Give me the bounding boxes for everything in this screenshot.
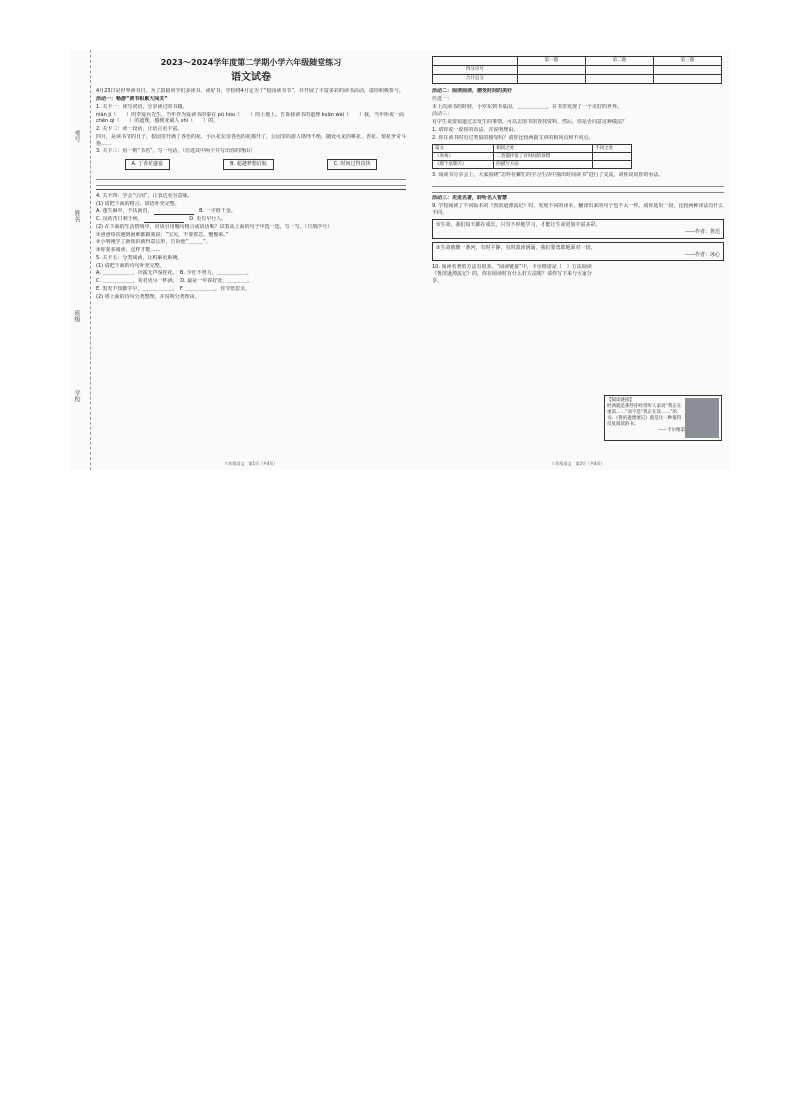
blank <box>144 218 184 223</box>
reading-2-text: 有学生说要知道过去发生的事情，可以去图书馆查找资料。然后，你是否同意这种做法？ <box>432 119 628 125</box>
activity-heading: 活动三：走进名著，聆听名人智慧 <box>432 195 508 201</box>
reading-1: 任选一： <box>432 95 453 102</box>
binding-label: 考号 <box>73 130 80 142</box>
option-b: B. 超越梦想启航 <box>223 159 274 170</box>
comparison-table: 篇文 相同之处 不同之处 《匆匆》 二者都抒发了对时间的珍惜 《那个星期天》 的描写方法 <box>432 144 632 169</box>
q5-f: F. ＿＿＿＿＿＿，佳节倍思亲。 <box>179 285 251 292</box>
page-footer: 六年级语文 第2页（共4页） <box>551 460 605 466</box>
page-left <box>92 50 410 470</box>
q4-a: A. 蓬生麻中，不扶而直， <box>96 208 153 215</box>
question-4-c <box>96 216 406 223</box>
reading-4: 2. 你在读书时有过类似的感受吗？请你比较两篇文章的相同点和不同点。 <box>432 134 594 141</box>
question-5: 5. 关卡五：分类阅读，让积累更系统。 <box>96 254 183 261</box>
activity-heading: 活动一：畅游“读书积累大闯关” <box>96 96 168 103</box>
question-4-2: (2) 在下面的生活情境中，应该引用哪句格言或谚语呢？试着从上面的句子中选一选，写一写。（只填序号） <box>96 223 333 230</box>
reading-6: 9. 学校阅读了不同版本的《鲁滨逊漂流记》时，发现不同的译本，翻译出来的句子也不太一样。请你选出一段，比较两种译法有什么不同。 <box>432 202 724 216</box>
question-4-1: (1) 请把下面的格言、谚语补充完整。 <box>96 200 180 207</box>
option-a: A. 丁香花盛宴 <box>125 159 171 170</box>
q5-c: C. ＿＿＿＿＿＿，劝君更尽一杯酒。 <box>96 278 176 285</box>
question-5-1: (1) 请把下面的诗句补充完整。 <box>96 262 165 269</box>
book-cover-image <box>685 398 719 438</box>
reading-3: 1. 请你说一说你的看法，并说明理由。 <box>432 126 519 133</box>
question-4-s2: ②小明刚学了新知识就得意忘形，告诉他“＿＿＿”。 <box>96 239 211 246</box>
q4-c: C. 良药苦口利于病， <box>96 216 143 223</box>
question-4-s3: ③你要多阅读，这样才能…… <box>96 247 161 254</box>
quote-text: ①生命，我们每天都在成长，只有不停地学习，才能让生命更加丰富多彩。 <box>436 222 601 229</box>
quote-box-1 <box>432 219 724 239</box>
binding-label: 学校 <box>73 390 80 402</box>
divider <box>96 189 406 190</box>
quote-box-2 <box>432 242 724 262</box>
q4-b: B. 一字值千金。 <box>199 208 236 215</box>
page-footer: 六年级语文 第1页（共4页） <box>224 460 278 466</box>
quote-signature: ——作者：冰心 <box>684 251 720 258</box>
exam-sheet <box>70 50 730 470</box>
reading-link-signature: ——卡尔维诺 <box>658 428 685 434</box>
binding-label: 班级 <box>73 310 80 322</box>
reading-link-title: 【阅读链接】 <box>607 398 634 403</box>
question-2: 2. 关卡二：读一段话，让语言更丰富。 <box>96 126 183 133</box>
binding-margin <box>70 50 91 470</box>
question-4-a <box>96 208 406 215</box>
activity-heading: 活动二：阅读阅读，感受时间的美好 <box>432 88 513 94</box>
exam-title: 2023～2024学年度第二学期小学六年级随堂练习 <box>160 58 342 67</box>
quote-signature: ——作者：鲁迅 <box>684 229 720 235</box>
answer-lines <box>96 174 406 186</box>
q5-a: A. ＿＿＿＿＿＿，冷露无声湿桂花。 <box>96 270 176 277</box>
question-5-ab <box>96 270 406 277</box>
quote-text: ②生命就像一条河，有时平静，有时波涛汹涌，我们要勇敢地面对一切。 <box>436 244 596 251</box>
reading-5: 3. 阅读书分享会上，大家围绕“怎样在繁忙的学习生活中抽出时间读书”进行了交流，请你说说你的看法。 <box>432 172 664 179</box>
reading-link-box <box>604 395 722 441</box>
reading-2: 活动三： <box>432 111 453 118</box>
reading-1-text: 本上次读书的时候，小罗东到书桌前，＿＿＿＿＿＿，在书里发现了一个美好的世界。 <box>432 103 623 110</box>
question-5-2: (2) 将上面的诗句分类整理，并说明分类理由。 <box>96 293 200 300</box>
exam-subtitle: 语文试卷 <box>231 71 271 83</box>
question-3: 3. 关卡三：用一则“书名”，写一句话。（任选其中两个并写出你的理由） <box>96 148 256 155</box>
option-c: C. 时间过得真快 <box>327 159 378 170</box>
q5-d: D. 最是一年春好处，＿＿＿＿。 <box>180 278 253 285</box>
intro-text: 4月23日是世界读书日，为了鼓励同学们多读书、读好书，学校将4月定为了“校园读书节”，并开展了丰富多彩的读书活动，请你积极参与。 <box>96 88 404 95</box>
score-table: 第一题 第二题 第三题 得分序号 合计总分 <box>432 56 722 84</box>
question-5-ef <box>96 286 406 293</box>
question-2-text: 四月，是读书节的日子，校园里开满了各色的花。小区花坛里各色的花都开了，公园里的游人络绎不绝，随处可见的桃花、杏花、梨花争奇斗艳…… <box>96 133 406 147</box>
answer-lines <box>432 181 724 193</box>
question-4-s1: ①爸爸每次遇到困难都跟我说：“宝贝，不要着急，慢慢来。” <box>96 231 229 238</box>
option-row <box>98 159 404 170</box>
question-1-text: nián jì（ ）的李爱兵先生，当年作为爱读书的秦在 pū hòu（ ）的土地上。告诉我读书的道理 kuān wèi（ ）我，当年所说一面 chēn qì（ ）的道理，感到亚威人 shì（ ）的。 <box>96 111 404 125</box>
question-4: 4. 关卡四：学会“引用”，让表达更有意味。 <box>96 192 193 199</box>
q4-d: D. 更有早行人。 <box>189 216 227 223</box>
question-5-cd <box>96 278 406 285</box>
reading-link-text: 经典就是那些你经常听人家说“我正在重读……”而不是“我正在读……”的书。《鲁滨逊漂流记》就是这一种值得反复阅读的书。 <box>607 404 682 428</box>
reading-7: 10. 阅读名著的方法有很多。“阅读链接”中，卡尔维诺是（ ）方法阅读《鲁滨逊漂流记》的，你在阅读时有什么好方法呢？请你写下来与大家分享。 <box>432 264 592 284</box>
binding-label: 姓名 <box>73 210 80 222</box>
blank <box>154 210 194 215</box>
q5-e: E. 黑发不知勤学早，＿＿＿＿＿＿。 <box>96 285 175 292</box>
q5-b: B. 少壮不努力，＿＿＿＿＿＿。 <box>180 270 252 277</box>
page-right <box>428 50 728 470</box>
question-1: 1. 关卡一：读写词语，分享读过的书籍。 <box>96 103 188 110</box>
